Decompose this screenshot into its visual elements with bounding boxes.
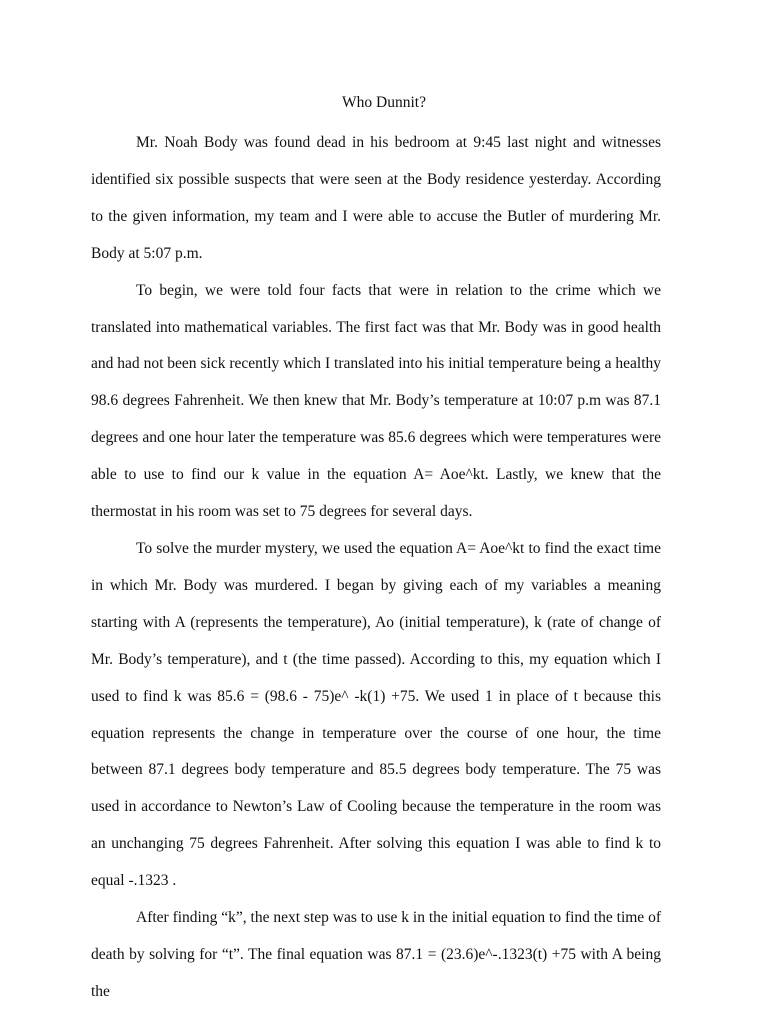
paragraph-3: To solve the murder mystery, we used the equation A= Aoe^kt to find the exact time in which Mr. Body was murdered. I began by giving each of my variables a meaning starting with A (represents the temperature), Ao (initial temperature), k (rate of change of Mr. Body’s temperature), and t (the time passed). According to this, my equation which I used to find k was 85.6 = (98.6 - 75)e^ -k(1) +75. We used 1 in place of t because this equation represents the change in temperature over the course of one hour, the time between 87.1 degrees body temperature and 85.5 degrees body temperature. The 75 was used in accordance to Newton’s Law of Cooling because the temperature in the room was an unchanging 75 degrees Fahrenheit. After solving this equation I was able to find k to equal -.1323 . (91, 539, 661, 890)
paragraph-4: After finding “k”, the next step was to use k in the initial equation to find the time of death by solving for “t”. The final equation was 87.1 = (23.6)e^-.1323(t) +75 with A being the (91, 909, 661, 1000)
paragraph-1: Mr. Noah Body was found dead in his bedroom at 9:45 last night and witnesses identified six possible suspects that were seen at the Body residence yesterday. According to the given information, my team and I were able to accuse the Butler of murdering Mr. Body at 5:07 p.m. (91, 134, 661, 262)
document-title: Who Dunnit? (342, 94, 426, 111)
document-body (91, 125, 661, 1011)
paragraph-2: To begin, we were told four facts that were in relation to the crime which we translated into mathematical variables. The first fact was that Mr. Body was in good health and had not been sick recently which I translated into his initial temperature being a healthy 98.6 degrees Fahrenheit. We then knew that Mr. Body’s temperature at 10:07 p.m was 87.1 degrees and one hour later the temperature was 85.6 degrees which were temperatures were able to use to find our k value in the equation A= Aoe^kt. Lastly, we knew that the thermostat in his room was set to 75 degrees for several days. (91, 281, 661, 521)
